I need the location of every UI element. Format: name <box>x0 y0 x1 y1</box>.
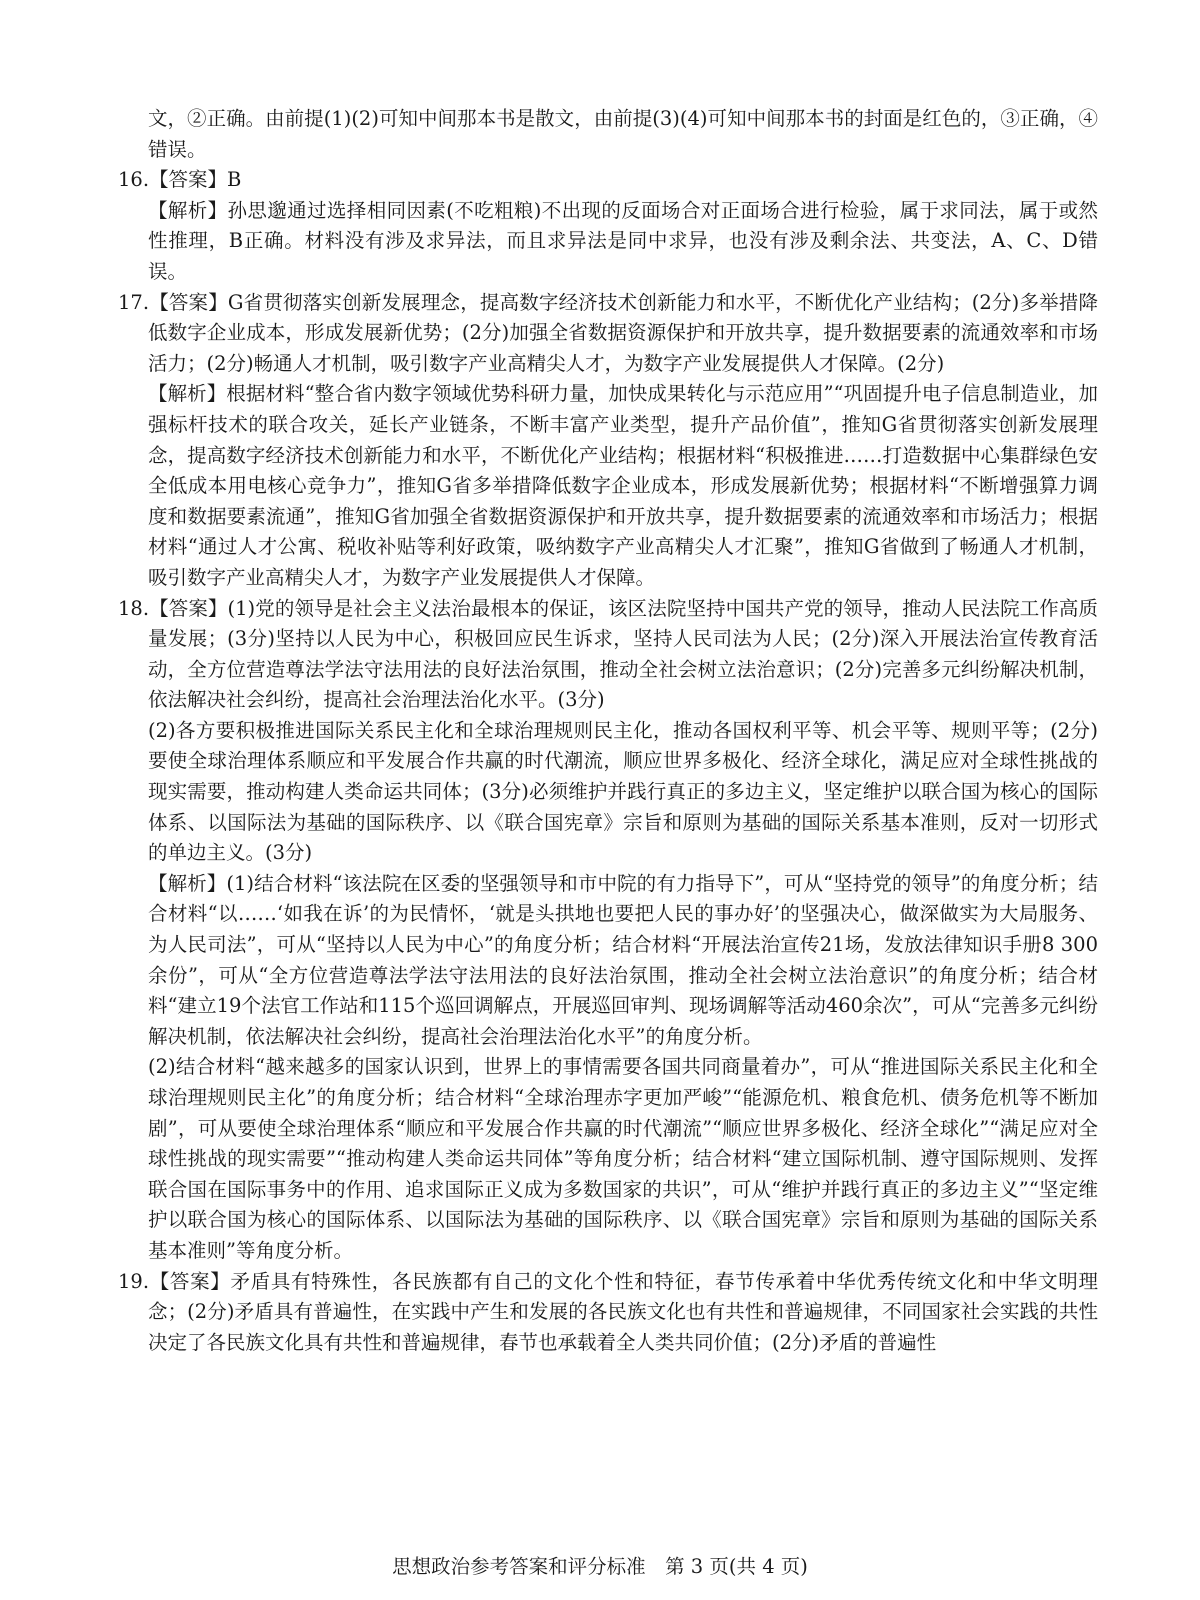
q18-analysis-part1: 【解析】(1)结合材料“该法院在区委的坚强领导和市中院的有力指导下”，可从“坚持党的领导”的角度分析；结合材料“以……‘如我在诉’的为民情怀，‘就是头拱地也要把人民的事办好’的坚强决心，做深做实为大局服务、为人民司法”，可从“坚持以人民为中心”的角度分析；结合材料“开展法治宣传21场，发放法律知识手册8 300余份”，可从“全方位营造尊法学法守法用法的良好法治氛围，推动全社会树立法治意识”的角度分析；结合材料“建立19个法官工作站和115个巡回调解点，开展巡回审判、现场调解等活动460余次”，可从“完善多元纠纷解决机制，依法解决社会纠纷，提高社会治理法治化水平”的角度分析。 <box>148 871 1098 1048</box>
q18-answer-part2: (2)各方要积极推进国际关系民主化和全球治理规则民主化，推动各国权利平等、机会平等、规则平等；(2分)要使全球治理体系顺应和平发展合作共赢的时代潮流，顺应世界多极化、经济全球化，满足应对全球性挑战的现实需要，推动构建人类命运共同体；(3分)必须维护并践行真正的多边主义，坚定维护以联合国为核心的国际体系、以国际法为基础的国际秩序、以《联合国宪章》宗旨和原则为基础的国际关系基本准则，反对一切形式的单边主义。(3分) <box>148 718 1098 865</box>
answer-content <box>118 104 1098 1358</box>
page-footer: 思想政治参考答案和评分标准 第 3 页(共 4 页) <box>392 1555 808 1578</box>
q17-answer: 17.【答案】G省贯彻落实创新发展理念，提高数字经济技术创新能力和水平，不断优化产业结构；(2分)多举措降低数字企业成本，形成发展新优势；(2分)加强全省数据资源保护和开放共享，提升数据要素的流通效率和市场活力；(2分)畅通人才机制，吸引数字产业高精尖人才，为数字产业发展提供人才保障。(2分) <box>118 290 1098 375</box>
q18-answer: 18.【答案】(1)党的领导是社会主义法治最根本的保证，该区法院坚持中国共产党的领导，推动人民法院工作高质量发展；(3分)坚持以人民为中心，积极回应民生诉求，坚持人民司法为人民；(2分)深入开展法治宣传教育活动，全方位营造尊法学法守法用法的良好法治氛围，推动全社会树立法治意识；(2分)完善多元纠纷解决机制，依法解决社会纠纷，提高社会治理法治化水平。(3分) <box>118 596 1098 712</box>
q19-answer: 19.【答案】矛盾具有特殊性，各民族都有自己的文化个性和特征，春节传承着中华优秀传统文化和中华文明理念；(2分)矛盾具有普遍性，在实践中产生和发展的各民族文化也有共性和普遍规律，不同国家社会实践的共性决定了各民族文化具有共性和普遍规律，春节也承载着全人类共同价值；(2分)矛盾的普遍性 <box>118 1269 1098 1354</box>
q17-analysis: 【解析】根据材料“整合省内数字领域优势科研力量，加快成果转化与示范应用”“巩固提升电子信息制造业，加强标杆技术的联合攻关，延长产业链条，不断丰富产业类型，提升产品价值”，推知G省贯彻落实创新发展理念，提高数字经济技术创新能力和水平，不断优化产业结构；根据材料“积极推进……打造数据中心集群绿色安全低成本用电核心竞争力”，推知G省多举措降低数字企业成本，形成发展新优势；根据材料“不断增强算力调度和数据要素流通”，推知G省加强全省数据资源保护和开放共享，提升数据要素的流通效率和市场活力；根据材料“通过人才公寓、税收补贴等利好政策，吸纳数字产业高精尖人才汇聚”，推知G省做到了畅通人才机制，吸引数字产业高精尖人才，为数字产业发展提供人才保障。 <box>148 382 1098 589</box>
q16-analysis: 【解析】孙思邈通过选择相同因素(不吃粗粮)不出现的反面场合对正面场合进行检验，属于求同法，属于或然性推理，B正确。材料没有涉及求异法，而且求异法是同中求异，也没有涉及剩余法、共变法，A、C、D错误。 <box>148 198 1098 283</box>
continued-paragraph: 文，②正确。由前提(1)(2)可知中间那本书是散文，由前提(3)(4)可知中间那本书的封面是红色的，③正确，④错误。 <box>148 107 1098 161</box>
q16-answer: 16.【答案】B <box>118 168 242 192</box>
q18-analysis-part2: (2)结合材料“越来越多的国家认识到，世界上的事情需要各国共同商量着办”，可从“推进国际关系民主化和全球治理规则民主化”的角度分析；结合材料“全球治理赤字更加严峻”“能源危机、粮食危机、债务危机等不断加剧”，可从要使全球治理体系“顺应和平发展合作共赢的时代潮流”“顺应世界多极化、经济全球化”“满足应对全球性挑战的现实需要”“推动构建人类命运共同体”等角度分析；结合材料“建立国际机制、遵守国际规则、发挥联合国在国际事务中的作用、追求国际正义成为多数国家的共识”，可从“维护并践行真正的多边主义”“坚定维护以联合国为核心的国际体系、以国际法为基础的国际秩序、以《联合国宪章》宗旨和原则为基础的国际关系基本准则”等角度分析。 <box>148 1055 1098 1262</box>
